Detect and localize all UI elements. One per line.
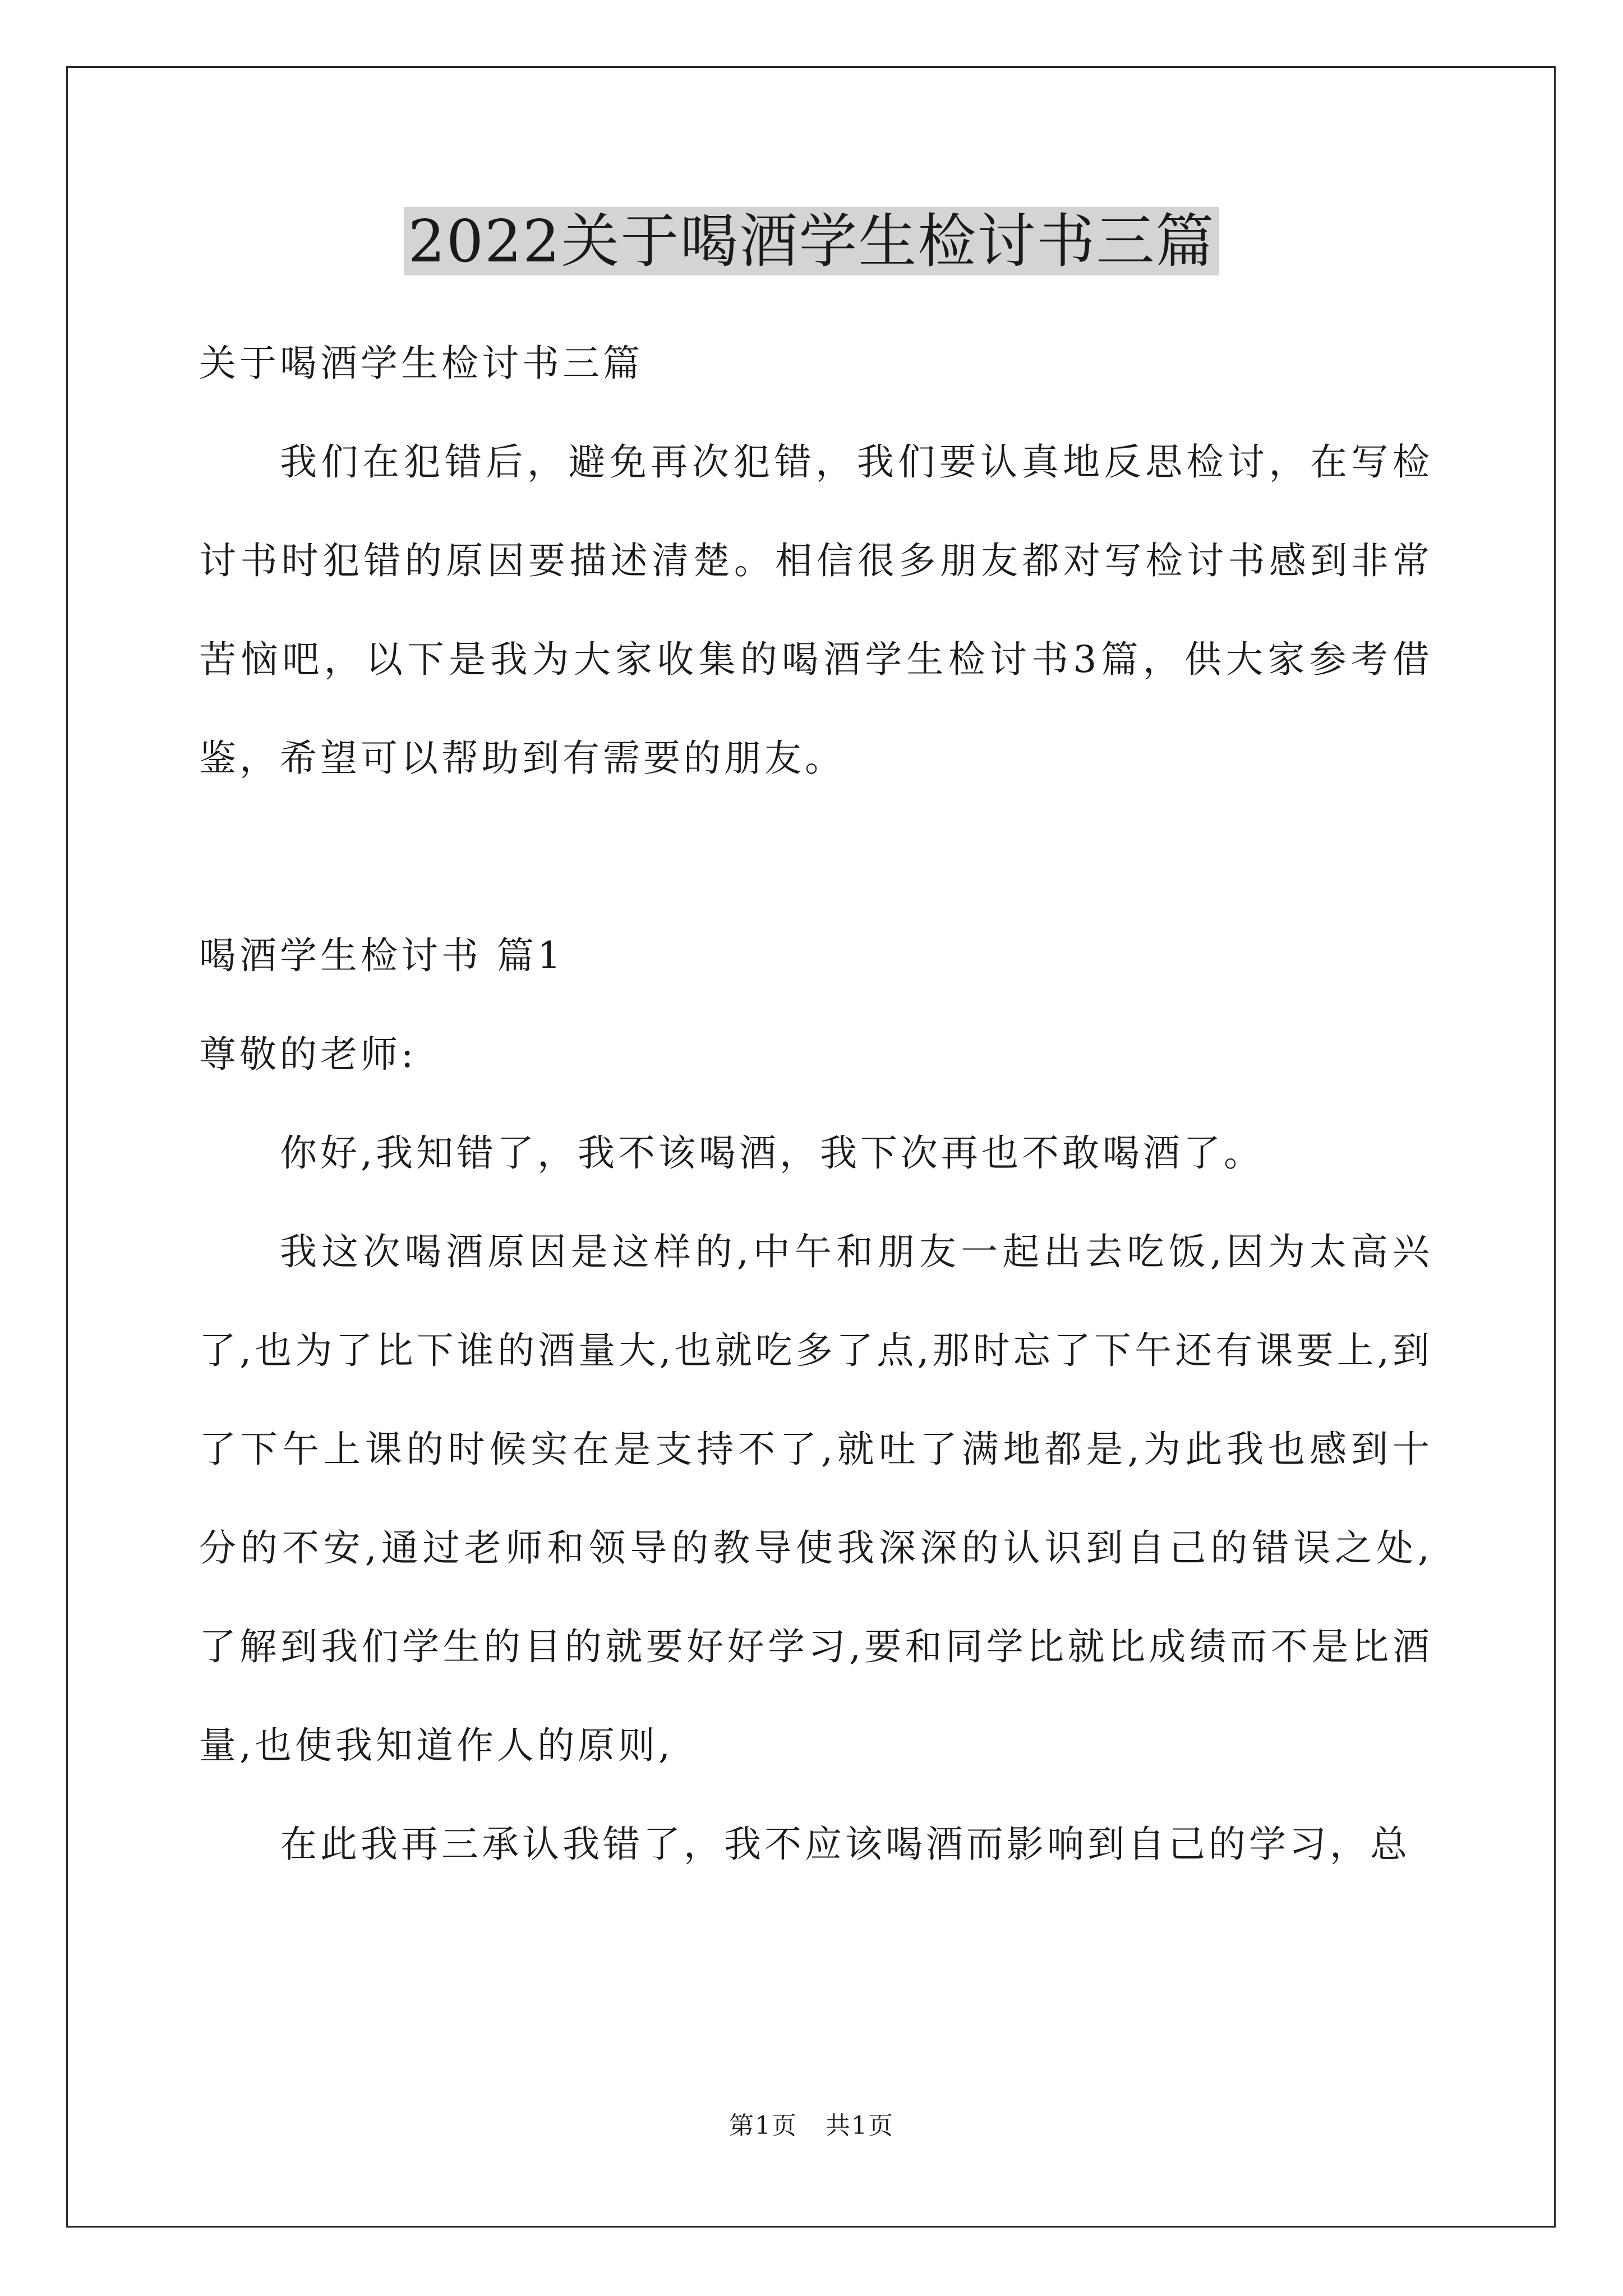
document-title <box>0 202 1623 280</box>
page-number: 第1页 <box>729 2111 797 2140</box>
body-paragraph: 你好,我知错了，我不该喝酒，我下次再也不敢喝酒了。 <box>280 1131 1264 1175</box>
salutation: 尊敬的老师: <box>199 1033 417 1076</box>
page-total: 共1页 <box>826 2111 894 2140</box>
document-body <box>199 314 1433 1894</box>
page-footer <box>0 2109 1623 2143</box>
intro-paragraph: 我们在犯错后，避免再次犯错，我们要认真地反思检讨，在写检讨书时犯错的原因要描述清楚。相信很多朋友都对写检讨书感到非常苦恼吧，以下是我为大家收集的喝酒学生检讨书3篇，供大家参考借鉴，希望可以帮助到有需要的朋友。 <box>199 440 1433 780</box>
body-paragraph: 在此我再三承认我错了，我不应该喝酒而影响到自己的学习，总 <box>280 1823 1410 1866</box>
body-paragraph: 我这次喝酒原因是这样的,中午和朋友一起出去吃饭,因为太高兴了,也为了比下谁的酒量大,也就吃多了点,那时忘了下午还有课要上,到了下午上课的时候实在是支持不了,就吐了满地都是,为此我也感到十分的不安,通过老师和领导的教导使我深深的认识到自己的错误之处,了解到我们学生的目的就要好好学习,要和同学比就比成绩而不是比酒量,也使我知道作人的原则, <box>199 1230 1433 1767</box>
document-subtitle: 关于喝酒学生检讨书三篇 <box>199 342 643 385</box>
document-title-text: 2022关于喝酒学生检讨书三篇 <box>404 207 1220 275</box>
section-heading: 喝酒学生检讨书 篇1 <box>199 934 564 977</box>
